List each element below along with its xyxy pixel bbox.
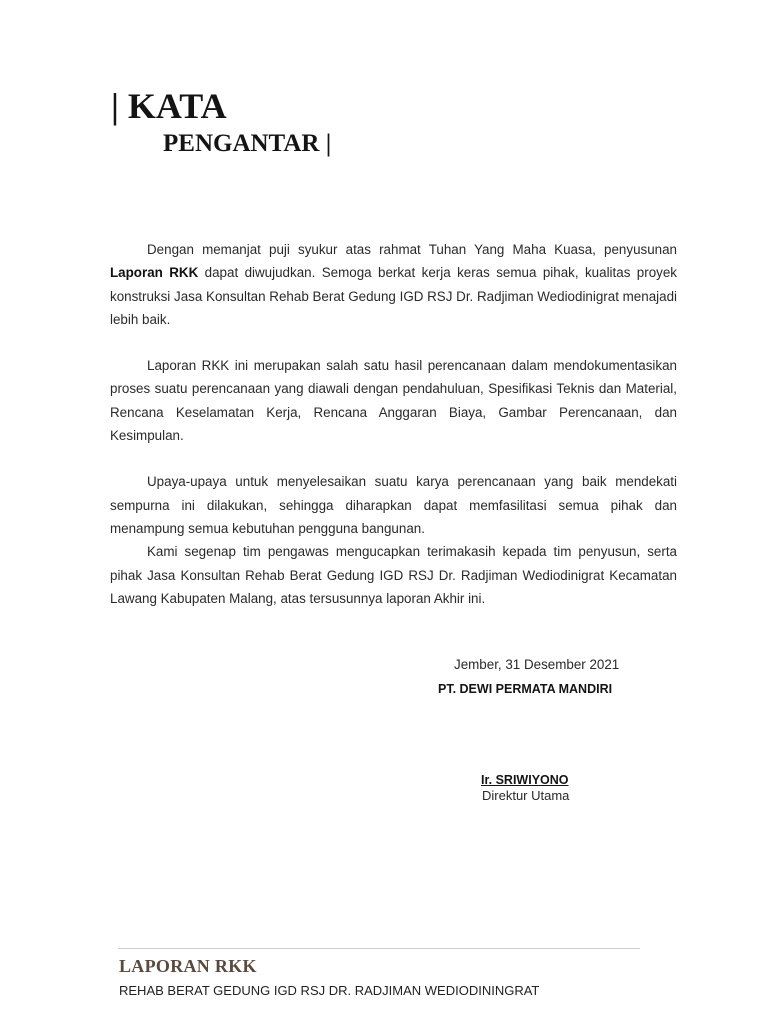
paragraph-1-rest: dapat diwujudkan. Semoga berkat kerja keras semua pihak, kualitas proyek konstruksi Jasa Konsultan Rehab Berat Gedung IGD RSJ Dr. Radjiman Wediodinigrat menajadi lebih baik. [110, 265, 677, 327]
paragraph-1-intro: Dengan memanjat puji syukur atas rahmat Tuhan Yang Maha Kuasa, penyusunan [147, 242, 677, 257]
place-date: Jember, 31 Desember 2021 [454, 657, 620, 672]
footer-divider [118, 948, 640, 949]
footer-title: LAPORAN RKK [119, 956, 257, 976]
signer-name: Ir. SRIWIYONO [481, 773, 569, 787]
report-name-bold: Laporan RKK [110, 265, 199, 281]
footer-subtitle: REHAB BERAT GEDUNG IGD RSJ DR. RADJIMAN WEDIODININGRAT [119, 983, 540, 998]
heading-pengantar: PENGANTAR | [163, 130, 332, 157]
body-text [110, 238, 677, 610]
company-name: PT. DEWI PERMATA MANDIRI [438, 682, 613, 696]
heading-kata: | KATA [111, 86, 227, 126]
signer-title: Direktur Utama [482, 788, 570, 803]
paragraph-2: Laporan RKK ini merupakan salah satu hasil perencanaan dalam mendokumentasikan proses suatu perencanaan yang diawali dengan pendahuluan, Spesifikasi Teknis dan Material, Rencana Keselamatan Kerja, Rencana Anggaran Biaya, Gambar Perencanaan, dan Kesimpulan. [110, 358, 677, 444]
paragraph-4: Kami segenap tim pengawas mengucapkan terimakasih kepada tim penyusun, serta pihak Jasa Konsultan Rehab Berat Gedung IGD RSJ Dr. Radjiman Wediodinigrat Kecamatan Lawang Kabupaten Malang, atas tersusunnya laporan Akhir ini. [110, 544, 677, 606]
paragraph-3: Upaya-upaya untuk menyelesaikan suatu karya perencanaan yang baik mendekati sempurna ini dilakukan, sehingga diharapkan dapat memfasilitasi semua pihak dan menampung semua kebutuhan pengguna bangunan. [110, 474, 677, 536]
paragraph-1 [110, 238, 677, 331]
